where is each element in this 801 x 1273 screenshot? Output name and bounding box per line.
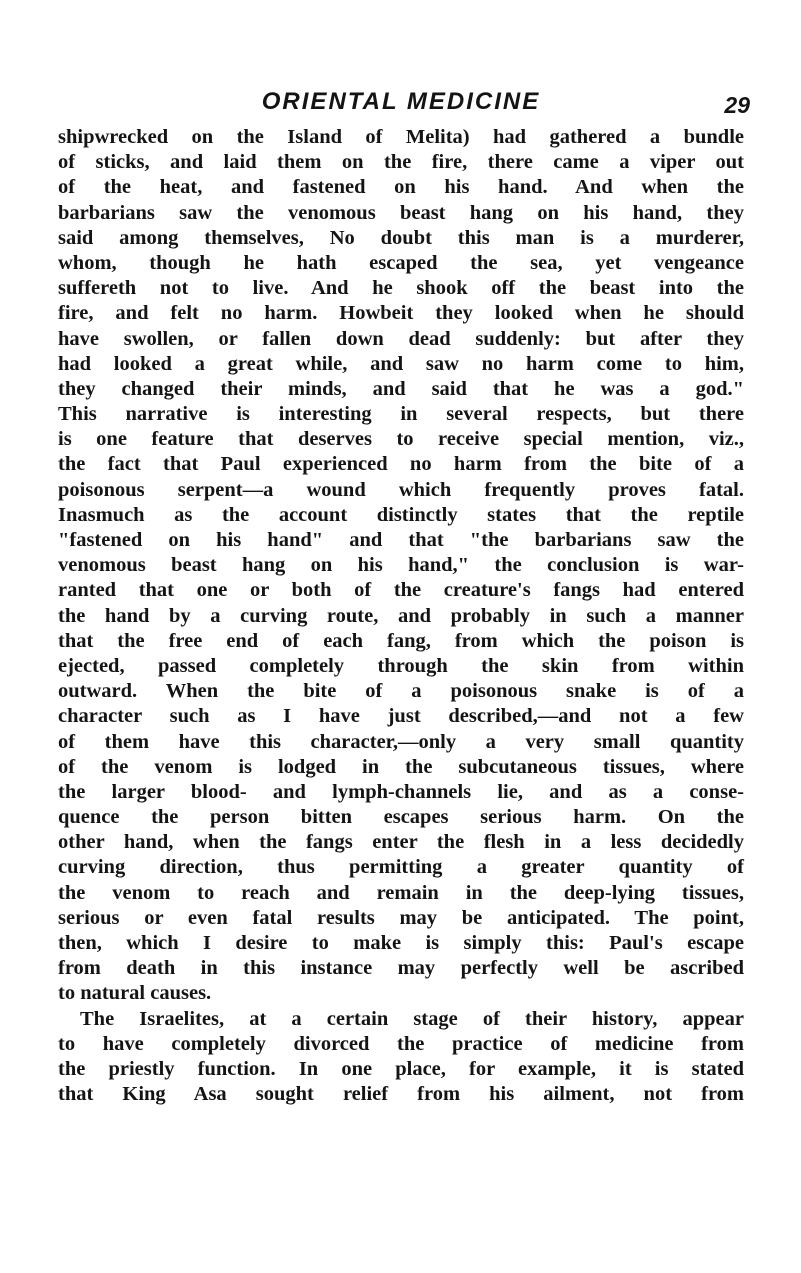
text-line: the venom to reach and remain in the deep-lying tissues, [58,881,744,904]
text-line: fire, and felt no harm. Howbeit they looked when he should [58,302,744,325]
text-line: ejected, passed completely through the skin from within [58,654,744,677]
text-line: venomous beast hang on his hand," the conclusion is war- [58,554,744,577]
text-line: "fastened on his hand" and that "the barbarians saw the [58,529,744,551]
text-line: shipwrecked on the Island of Melita) had gathered a bundle [58,126,744,148]
text-line: Inasmuch as the account distinctly states that the reptile [58,503,744,526]
text-line: The Israelites, at a certain stage of their history, appear [80,1007,744,1030]
text-line: from death in this instance may perfectly well be ascribed [58,957,744,980]
text-line: other hand, when the fangs enter the flesh in a less decidedly [58,831,744,854]
text-line: then, which I desire to make is simply this: Paul's escape [58,932,744,954]
text-line: to natural causes. [58,982,212,1005]
text-line: the hand by a curving route, and probably in such a manner [58,604,744,627]
text-line: of them have this character,—only a very small quantity [58,730,744,753]
text-line: character such as I have just described,—and not a few [58,705,744,728]
text-line: the larger blood- and lymph-channels lie, and as a conse- [58,780,744,803]
text-line: of sticks, and laid them on the fire, there came a viper out [58,151,744,174]
paragraph [58,1007,744,1108]
text-line: serious or even fatal results may be anticipated. The point, [58,906,744,929]
body-text [58,125,744,1107]
text-line: of the venom is lodged in the subcutaneous tissues, where [58,755,744,778]
text-line: is one feature that deserves to receive special mention, viz., [58,428,744,451]
text-line: whom, though he hath escaped the sea, yet vengeance [58,251,744,274]
text-line: the fact that Paul experienced no harm from the bite of a [58,453,744,476]
text-line: of the heat, and fastened on his hand. And when the [58,176,744,199]
text-line: barbarians saw the venomous beast hang on his hand, they [58,201,744,224]
text-line: poisonous serpent—a wound which frequently proves fatal. [58,478,744,501]
text-line: suffereth not to live. And he shook off the beast into the [58,277,744,300]
running-head [58,88,750,122]
text-line: outward. When the bite of a poisonous snake is of a [58,680,744,703]
page-number: 29 [724,92,750,118]
text-line: that the free end of each fang, from which the poison is [58,629,744,652]
text-line: said among themselves, No doubt this man is a murderer, [58,226,744,249]
text-line: the priestly function. In one place, for example, it is stated [58,1057,744,1080]
running-title: ORIENTAL MEDICINE [261,88,541,115]
text-line: have swollen, or fallen down dead suddenly: but after they [58,327,744,350]
text-line: curving direction, thus permitting a greater quantity of [58,856,744,879]
text-line: This narrative is interesting in several respects, but there [58,403,744,426]
paragraph [58,125,744,1007]
text-line: ranted that one or both of the creature's fangs had entered [58,579,744,602]
text-line: to have completely divorced the practice of medicine from [58,1032,744,1055]
text-line: they changed their minds, and said that he was a god." [58,377,744,400]
text-line: had looked a great while, and saw no harm come to him, [58,352,744,375]
text-line: that King Asa sought relief from his ailment, not from [58,1083,744,1106]
text-line: quence the person bitten escapes serious harm. On the [58,806,744,829]
